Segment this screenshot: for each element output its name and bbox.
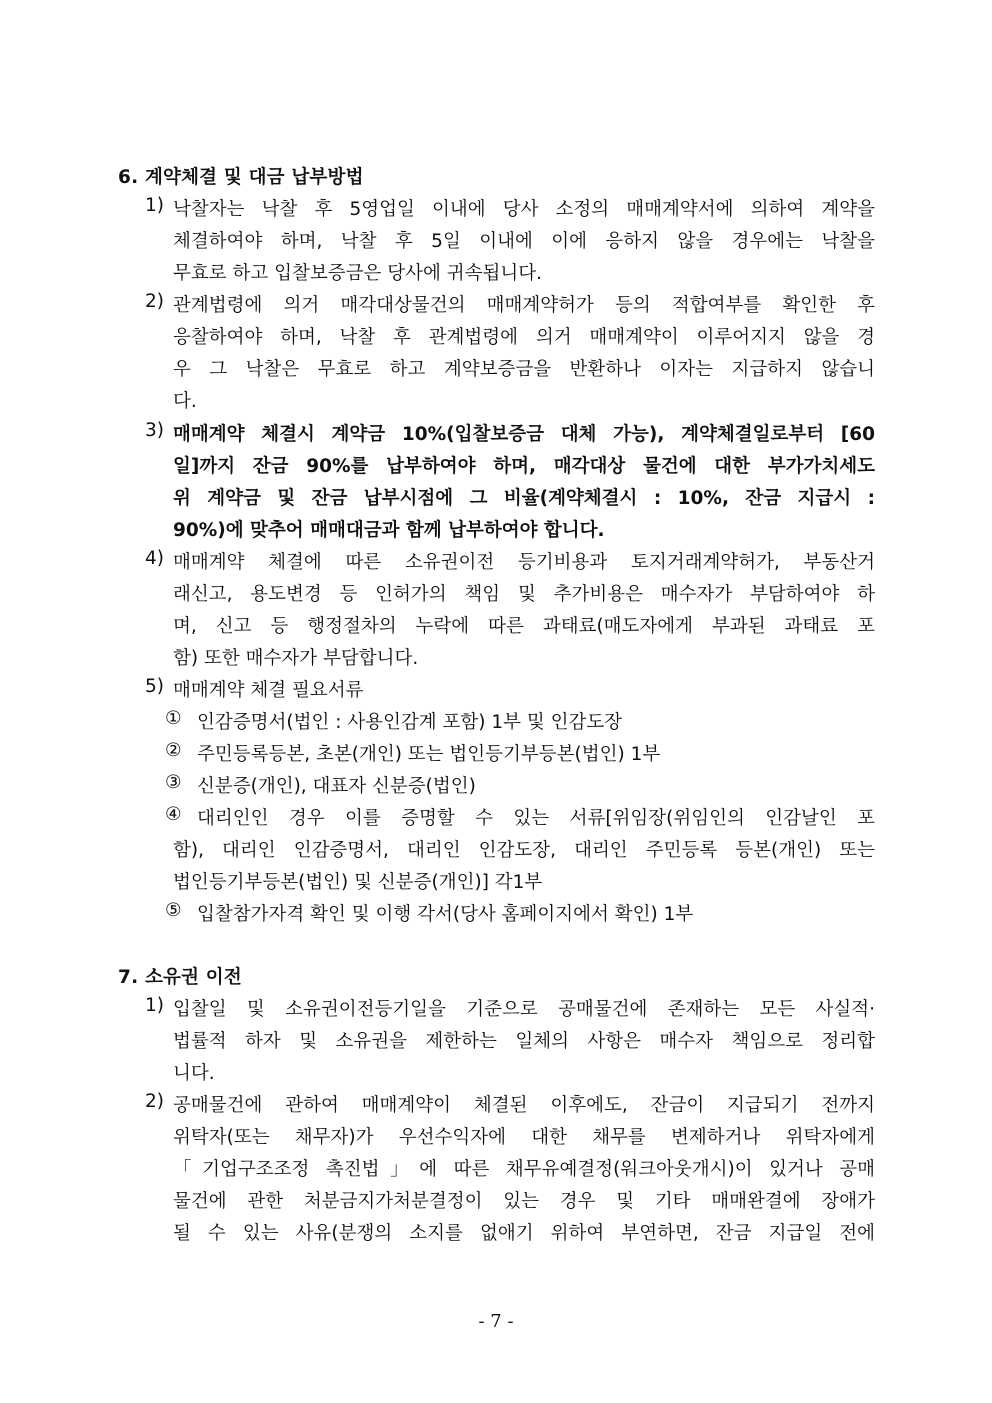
item-number: 2) [145,1091,164,1112]
item-text-line: 법률적 하자 및 소유권을 제한하는 일체의 사항은 매수자 책임으로 정리합 [173,1031,875,1052]
section-6-title: 6. 계약체결 및 대금 납부방법 [118,167,364,188]
doc-marker: ④ [165,804,182,825]
doc-text-line: 신분증(개인), 대표자 신분증(법인) [197,776,476,797]
item-text-line: 물건에 관한 처분금지가처분결정이 있는 경우 및 기타 매매완결에 장애가 [173,1191,875,1212]
item-text-line: 위탁자(또는 채무자)가 우선수익자에 대한 채무를 변제하거나 위탁자에게 [173,1127,875,1148]
item-text-line: 매매계약 체결 필요서류 [173,680,364,701]
doc-text-line: 대리인인 경우 이를 증명할 수 있는 서류[위임장(위임인의 인감날인 포 [197,808,875,829]
item-text-line: 공매물건에 관하여 매매계약이 체결된 이후에도, 잔금이 지급되기 전까지 [173,1095,875,1116]
item-number: 2) [145,291,164,312]
item-text-line-bold: 매매계약 체결시 계약금 10%(입찰보증금 대체 가능), 계약체결일로부터 [60 [173,424,875,445]
section-7-title: 7. 소유권 이전 [118,967,242,988]
item-number: 5) [145,676,164,697]
item-text-line: 관계법령에 의거 매각대상물건의 매매계약허가 등의 적합여부를 확인한 후 [173,295,875,316]
item-text-line-bold: 위 계약금 및 잔금 납부시점에 그 비율(계약체결시 : 10%, 잔금 지급시 : [173,488,875,509]
item-text-line: 무효로 하고 입찰보증금은 당사에 귀속됩니다. [173,263,542,284]
item-text-line: 우 그 낙찰은 무효로 하고 계약보증금을 반환하나 이자는 지급하지 않습니 [173,359,875,380]
item-text-line: 될 수 있는 사유(분쟁의 소지를 없애기 위하여 부연하면, 잔금 지급일 전에 [173,1223,875,1244]
item-number: 4) [145,548,164,569]
doc-text-line: 주민등록등본, 초본(개인) 또는 법인등기부등본(법인) 1부 [197,744,661,765]
item-text-line: 다. [173,391,197,412]
doc-text-line: 입찰참가자격 확인 및 이행 각서(당사 홈페이지에서 확인) 1부 [197,904,694,925]
item-text-line-bold: 90%)에 맞추어 매매대금과 함께 납부하여야 합니다. [173,520,605,541]
page-number: - 7 - [478,1311,514,1332]
item-text-line: 「기업구조조정 촉진법」에 따른 채무유예결정(워크아웃개시)이 있거나 공매 [173,1159,875,1180]
item-number: 1) [145,195,164,216]
item-number: 3) [145,420,164,441]
doc-marker: ② [165,740,182,761]
item-text-line: 입찰일 및 소유권이전등기일을 기준으로 공매물건에 존재하는 모든 사실적· [173,999,875,1020]
item-text-line: 체결하여야 하며, 낙찰 후 5일 이내에 이에 응하지 않을 경우에는 낙찰을 [173,231,875,252]
doc-marker: ③ [165,772,182,793]
doc-text-line: 함), 대리인 인감증명서, 대리인 인감도장, 대리인 주민등록 등본(개인) 또는 [173,840,875,861]
item-text-line: 매매계약 체결에 따른 소유권이전 등기비용과 토지거래계약허가, 부동산거 [173,552,875,573]
doc-marker: ① [165,708,182,729]
item-text-line: 래신고, 용도변경 등 인허가의 책임 및 추가비용은 매수자가 부담하여야 하 [173,584,875,605]
item-text-line: 함) 또한 매수자가 부담합니다. [173,648,419,669]
item-text-line-bold: 일]까지 잔금 90%를 납부하여야 하며, 매각대상 물건에 대한 부가가치세도 [173,456,875,477]
item-text-line: 니다. [173,1063,215,1084]
item-text-line: 응찰하여야 하며, 낙찰 후 관계법령에 의거 매매계약이 이루어지지 않을 경 [173,327,875,348]
item-text-line: 낙찰자는 낙찰 후 5영업일 이내에 당사 소정의 매매계약서에 의하여 계약을 [173,199,875,220]
doc-marker: ⑤ [165,900,182,921]
item-text-line: 며, 신고 등 행정절차의 누락에 따른 과태료(매도자에게 부과된 과태료 포 [173,616,875,637]
item-number: 1) [145,995,164,1016]
doc-text-line: 인감증명서(법인 : 사용인감계 포함) 1부 및 인감도장 [197,712,623,733]
doc-text-line: 법인등기부등본(법인) 및 신분증(개인)] 각1부 [173,872,543,893]
